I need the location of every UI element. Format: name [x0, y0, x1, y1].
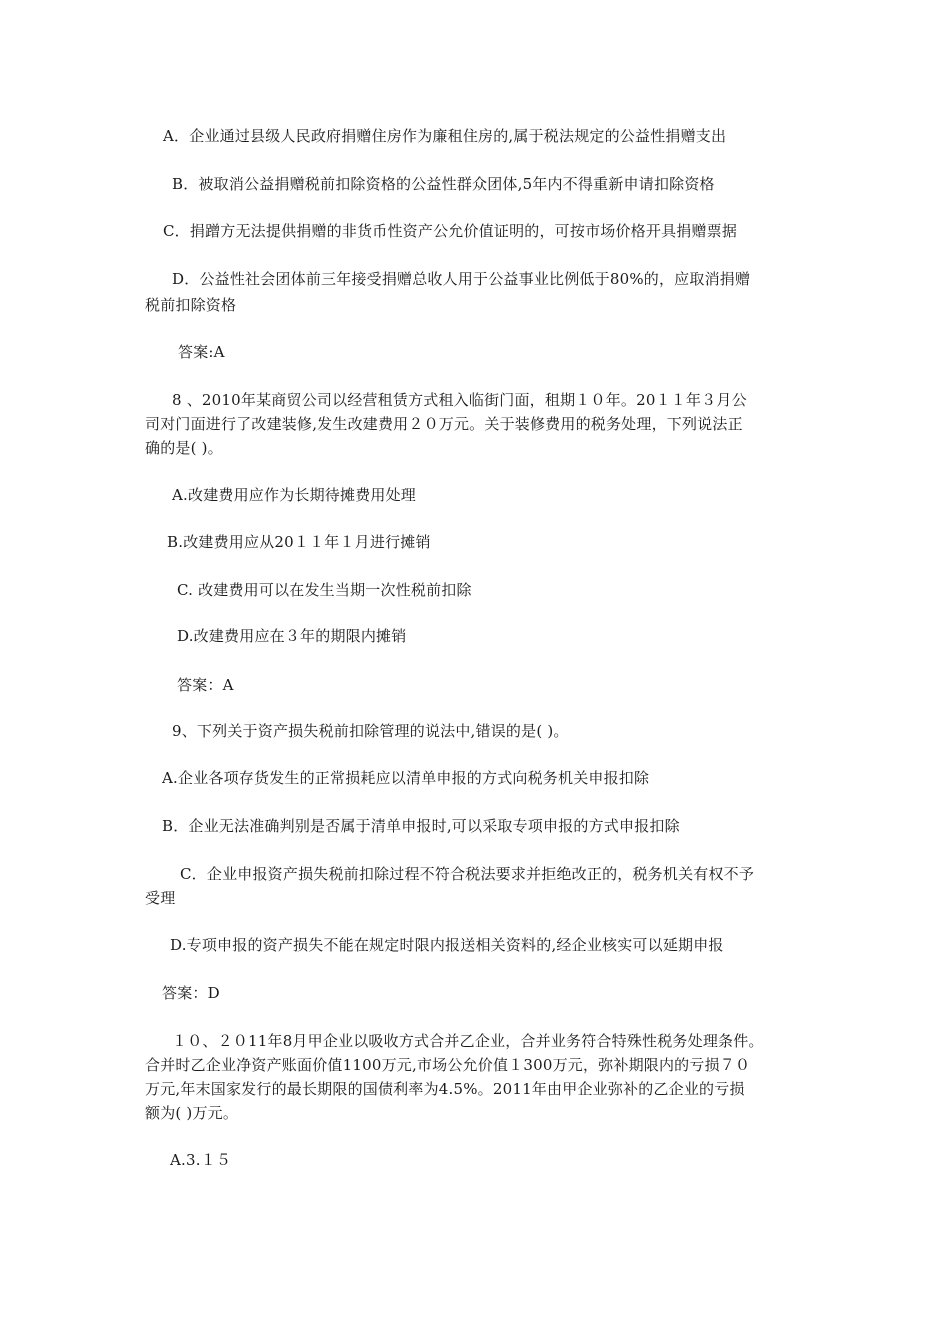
- option-c-text: C．捐蹭方无法提供捐赠的非货币性资产公允价值证明的，可按市场价格开具捐赠票据: [163, 222, 738, 240]
- question-8-text-cont: 司对门面进行了改建装修,发生改建费用２０万元。关于装修费用的税务处理，下列说法正: [145, 415, 743, 433]
- q8-option-d: D.改建费用应在３年的期限内摊销: [177, 627, 407, 645]
- question-8-text: 8 、2010年某商贸公司以经营租赁方式租入临街门面，租期１０年。20１１年３月公: [172, 391, 747, 409]
- q10-option-a: A.3.１５: [170, 1151, 232, 1169]
- option-d-text-cont: 税前扣除资格: [145, 296, 237, 314]
- question-10-text-cont: 万元,年末国家发行的最长期限的国债利率为4.5%。2011年由甲企业弥补的乙企业的亏损: [145, 1080, 745, 1098]
- answer-text: 答案:A: [178, 343, 225, 361]
- q8-answer: 答案：A: [177, 676, 234, 694]
- question-8-text-cont: 确的是( )。: [145, 439, 223, 457]
- option-a-text: A．企业通过县级人民政府捐赠住房作为廉租住房的,属于税法规定的公益性捐赠支出: [163, 127, 727, 145]
- q8-option-c: C. 改建费用可以在发生当期一次性税前扣除: [177, 581, 472, 599]
- question-10-text: １０、２０11年8月甲企业以吸收方式合并乙企业，合并业务符合特殊性税务处理条件。: [172, 1032, 764, 1050]
- question-9-text: 9、下列关于资产损失税前扣除管理的说法中,错误的是( )。: [172, 722, 569, 740]
- q8-option-a: A.改建费用应作为长期待摊费用处理: [172, 486, 417, 504]
- q9-option-c-cont: 受理: [145, 889, 176, 907]
- q9-option-a: A.企业各项存货发生的正常损耗应以清单申报的方式向税务机关申报扣除: [162, 769, 650, 787]
- option-b-text: B．被取消公益捐赠税前扣除资格的公益性群众团体,5年内不得重新申请扣除资格: [172, 175, 715, 193]
- q9-option-b: B．企业无法准确判别是否属于清单申报时,可以采取专项申报的方式申报扣除: [162, 817, 680, 835]
- q8-option-b: B.改建费用应从20１１年１月进行摊销: [167, 533, 431, 551]
- option-d-text: D．公益性社会团体前三年接受捐赠总收人用于公益事业比例低于80%的，应取消捐赠: [172, 270, 751, 288]
- q9-answer: 答案：D: [162, 984, 220, 1002]
- question-10-text-cont: 合并时乙企业净资产账面价值1100万元,市场公允价值１300万元，弥补期限内的亏损７０: [145, 1056, 751, 1074]
- q9-option-c: C．企业申报资产损失税前扣除过程不符合税法要求并拒绝改正的，税务机关有权不予: [180, 865, 755, 883]
- question-10-text-cont: 额为( )万元。: [145, 1104, 239, 1122]
- q9-option-d: D.专项申报的资产损失不能在规定时限内报送相关资料的,经企业核实可以延期申报: [170, 936, 724, 954]
